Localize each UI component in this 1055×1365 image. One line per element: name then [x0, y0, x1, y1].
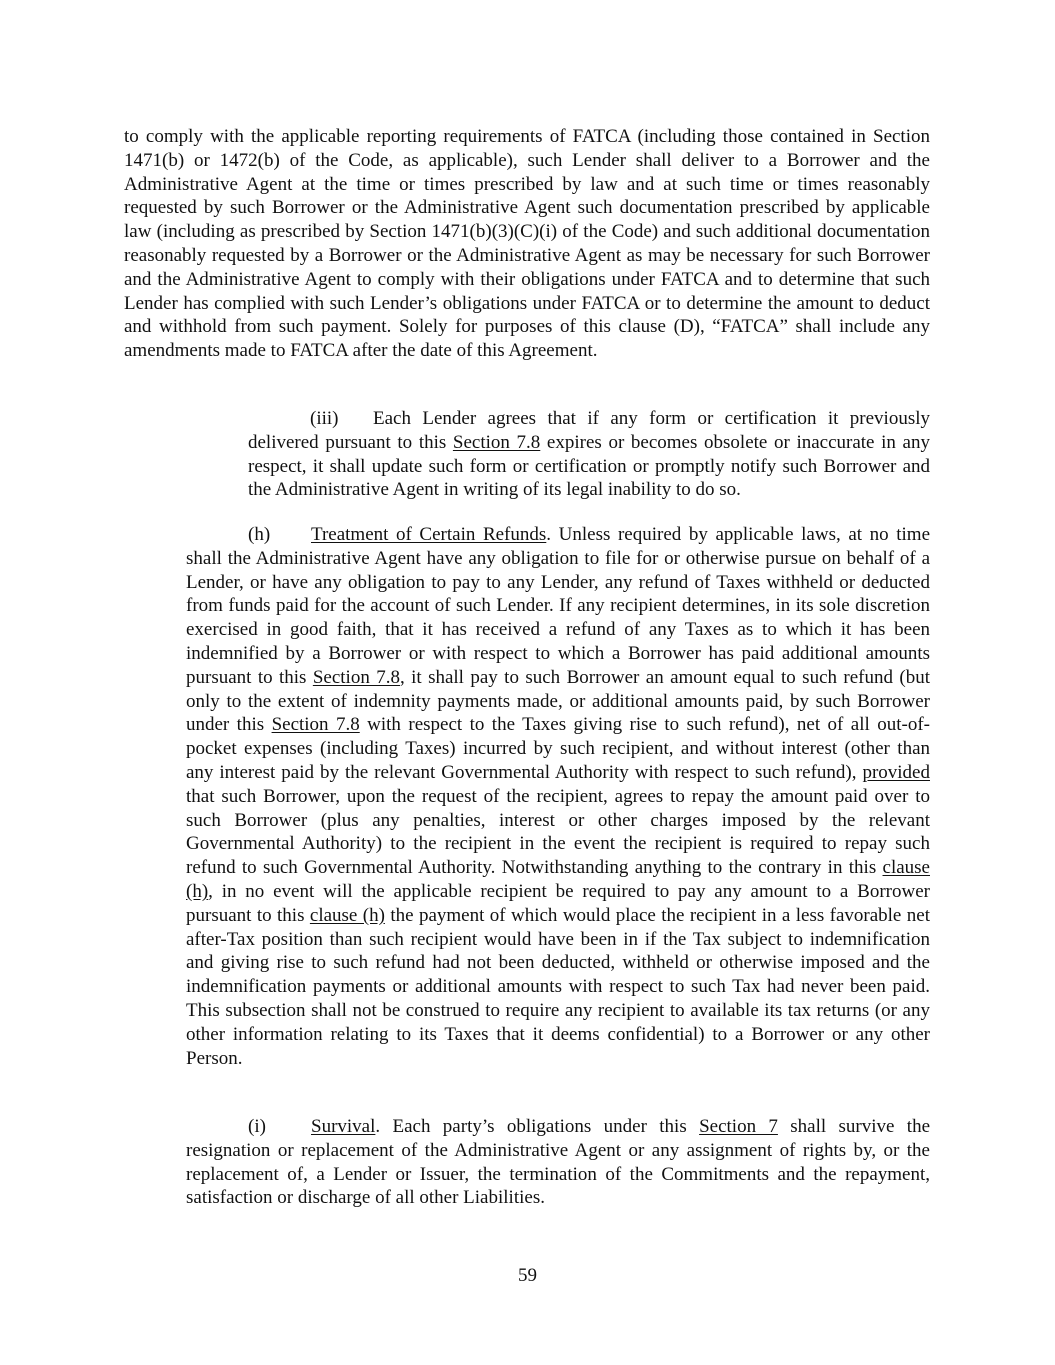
section-7-8-reference-link[interactable]: Section 7.8 — [452, 431, 541, 453]
clause-h-number: (h) — [248, 524, 271, 545]
clause-iii-paragraph — [248, 407, 930, 502]
clause-iii-number: (iii) — [310, 408, 339, 429]
intro-paragraph — [124, 125, 930, 363]
clause-i-paragraph — [186, 1115, 930, 1210]
clause-h-reference-link[interactable]: clause (h) — [186, 857, 930, 902]
clause-i-number: (i) — [248, 1116, 266, 1137]
clause-h-text-5: , in no event will the applicable recipient be required to pay any amount to a Borrower pursuant to this — [186, 880, 930, 926]
clause-i-text-1: . Each party’s obligations under this — [375, 1116, 700, 1137]
clause-h-paragraph — [186, 523, 930, 1070]
clause-iii-text-2: expires or becomes obsolete or inaccurate in any respect, it shall update such form or certification or promptly notify such Borrower and the Administrative Agent in writing of its legal inability to do so. — [248, 431, 930, 501]
section-7-8-reference-link[interactable]: Section 7.8 — [271, 714, 360, 736]
page-number: 59 — [518, 1265, 537, 1286]
clause-iii-text-1: Each Lender agrees that if any form or certification it previously delivered pursuant to this — [248, 408, 930, 453]
clause-h-text-4: that such Borrower, upon the request of the recipient, agrees to repay the amount paid over to such Borrower (plus any penalties, interest or other charges imposed by the relevant Governmental Authority) to the recipient in the event the recipient is required to repay such refund to such Governmental Authority. Notwithstanding anything to the contrary in this — [186, 785, 930, 879]
clause-h-text-2: , it shall pay to such Borrower an amount equal to such refund (but only to the extent of indemnity payments made, or additional amounts paid, by such Borrower under this — [186, 666, 930, 736]
clause-i-heading: Survival — [311, 1116, 376, 1137]
section-7-8-reference-link[interactable]: Section 7.8 — [312, 666, 400, 688]
clause-i-text-2: shall survive the resignation or replacement of the Administrative Agent or any assignment of rights by, or the replacement of, a Lender or Issuer, the termination of the Commitments and the repayment, satisfaction or discharge of all other Liabilities. — [186, 1116, 930, 1209]
section-7-reference-link[interactable]: Section 7 — [699, 1116, 778, 1137]
clause-h-text-6: the payment of which would place the recipient in a less favorable net after-Tax position than such recipient would have been in if the Tax subject to indemnification and giving rise to such refund had not been deducted, withheld or otherwise imposed and the indemnification payments or additional amounts with respect to such Tax had never been paid. This subsection shall not be construed to require any recipient to available its tax returns (or any other information relating to its Taxes that it deems confidential) to a Borrower or any other Person. — [186, 904, 930, 1069]
provided-term: provided — [862, 761, 930, 783]
clause-h-text-1: . Unless required by applicable laws, at no time shall the Administrative Agent have any obligation to file for or otherwise pursue on behalf of a Lender, or have any obligation to pay to any Lender, any refund of Taxes withheld or deducted from funds paid for the account of such Lender. If any recipient determines, in its sole discretion exercised in good faith, that it has received a refund of any Taxes as to which it has been indemnified by a Borrower or with respect to which a Borrower has paid additional amounts pursuant to this — [186, 524, 931, 688]
clause-h-heading: Treatment of Certain Refunds — [311, 524, 547, 545]
clause-h-reference-link[interactable]: clause (h) — [309, 904, 385, 926]
clause-h-text-3: with respect to the Taxes giving rise to such refund), net of all out-of-pocket expenses (including Taxes) incurred by such recipient, and without interest (other than any interest paid by the relevant Governmental Authority with respect to such refund), — [186, 714, 930, 783]
intro-text: to comply with the applicable reporting requirements of FATCA (including those contained in Section 1471(b) or 1472(b) of the Code, as applicable), such Lender shall deliver to a Borrower and the Administrative Agent at the time or times prescribed by law and at such time or times reasonably requested by such Borrower or the Administrative Agent such documentation prescribed by applicable law (including as prescribed by Section 1471(b)(3)(C)(i) of the Code) and such additional documentation reasonably requested by a Borrower or the Administrative Agent as may be necessary for such Borrower and the Administrative Agent to comply with their obligations under FATCA and to determine that such Lender has complied with such Lender’s obligations under FATCA or to determine the amount to deduct and withhold from such payment. Solely for purposes of this clause (D), “FATCA” shall include any amendments made to FATCA after the date of this Agreement. — [124, 126, 930, 362]
